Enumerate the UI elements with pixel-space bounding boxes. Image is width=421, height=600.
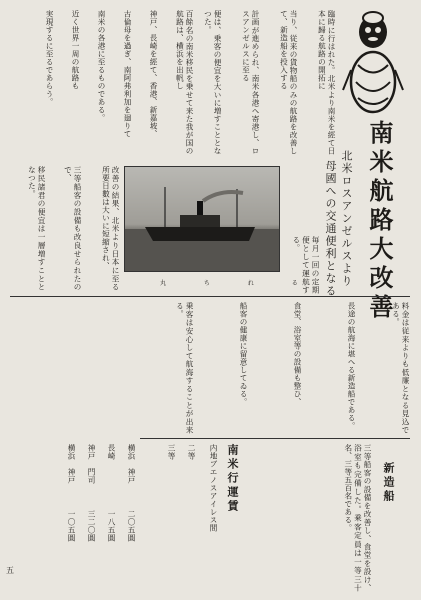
fare-table-row: 横浜 神戸 <box>127 444 136 484</box>
page-title: 南米航路大改善 <box>365 120 393 323</box>
subtitle-line-1: 北米ロスアンゼルスより <box>340 150 353 288</box>
fare-table-value: 二〇五圓 <box>127 510 136 542</box>
photo-caption: 丸 ち れ る <box>160 280 316 287</box>
upper-text-column: 実現するに至るであらう。 <box>45 10 54 106</box>
lower-text-column: 船客の健康に留意してゐる。 <box>239 302 248 406</box>
fare-table-row: 神戸 門司 <box>87 444 96 484</box>
new-ship-heading: 新造船 <box>382 462 395 504</box>
fare-table-col-label: 三等 <box>167 444 176 460</box>
fare-table-row: 長崎 <box>107 444 116 460</box>
side-text-column: 移民諸君の便宜は一層増すこととなつた。 <box>27 166 46 291</box>
upper-text-column: 計画が進められ、南米各港へ寄港し、ロスアンゼルスに至る <box>241 10 260 155</box>
upper-text-column: 当り、従来の貨物船のみの航路を改善して、新造船を投入する <box>279 10 298 155</box>
lower-text-column: 食堂、浴室等の設備も整ひ、 <box>293 302 302 406</box>
new-ship-text: 三等船客の設備を改善し、食堂を設け、浴室も完備した。乗客定員は一等三十名、三等五百名である。 <box>343 444 372 592</box>
fare-table-heading: 南米行運賃 <box>226 444 239 514</box>
upper-text-column: 近く世界一周の航路も <box>71 10 80 90</box>
ship-photo <box>124 166 280 272</box>
upper-text-column: 便は、乗客の便宜を大いに増すこととなつた。 <box>203 10 222 155</box>
side-text-column: 三等船客の設備も改良せられたので、 <box>63 166 82 291</box>
upper-text-column: 南米の各港に至るものである。 <box>97 10 106 122</box>
figure-emblem-icon <box>338 10 408 120</box>
side-text-column: 改善の結果、北米より日本に至る所要日數は大いに短縮され、 <box>101 166 120 291</box>
fare-table-value: 三二〇圓 <box>87 510 96 542</box>
upper-text-column: 古倫母を過ぎ、南阿弗利加を廻りて <box>123 10 132 138</box>
lower-text-column: 料金は従来よりも低廉となる見込である。 <box>391 302 410 434</box>
divider <box>10 296 410 297</box>
upper-text-column: 臨時に行はれた。北米より南米を經て日本に歸る航路の開拓に <box>317 10 336 155</box>
upper-text-column: 百餘名の南米移民を乗せて来た我が国の航路は、横浜を出帆し <box>175 10 194 155</box>
mid-text-column: 毎月一回の定期便として運航する。 <box>291 236 320 294</box>
lower-text-column: 乗客は安心して航海することが出来る。 <box>175 302 194 434</box>
fare-table-value: 一〇五圓 <box>67 510 76 542</box>
divider <box>140 438 410 439</box>
upper-text-column: 神戸、長崎を經て、香港、新嘉坡、 <box>149 10 158 138</box>
lower-text-column: 長途の航海に堪へる新造船である。 <box>347 302 356 430</box>
fare-table-value: 一八五圓 <box>107 510 116 542</box>
fare-table-row: 横浜 神戸 <box>67 444 76 484</box>
subtitle-line-2: 母國への交通便利となる <box>324 160 337 298</box>
page-number: 五 <box>6 566 14 575</box>
fare-table-header: 内地ブエノスアイレス間 <box>209 444 218 532</box>
fare-table-col-label: 二等 <box>187 444 196 460</box>
